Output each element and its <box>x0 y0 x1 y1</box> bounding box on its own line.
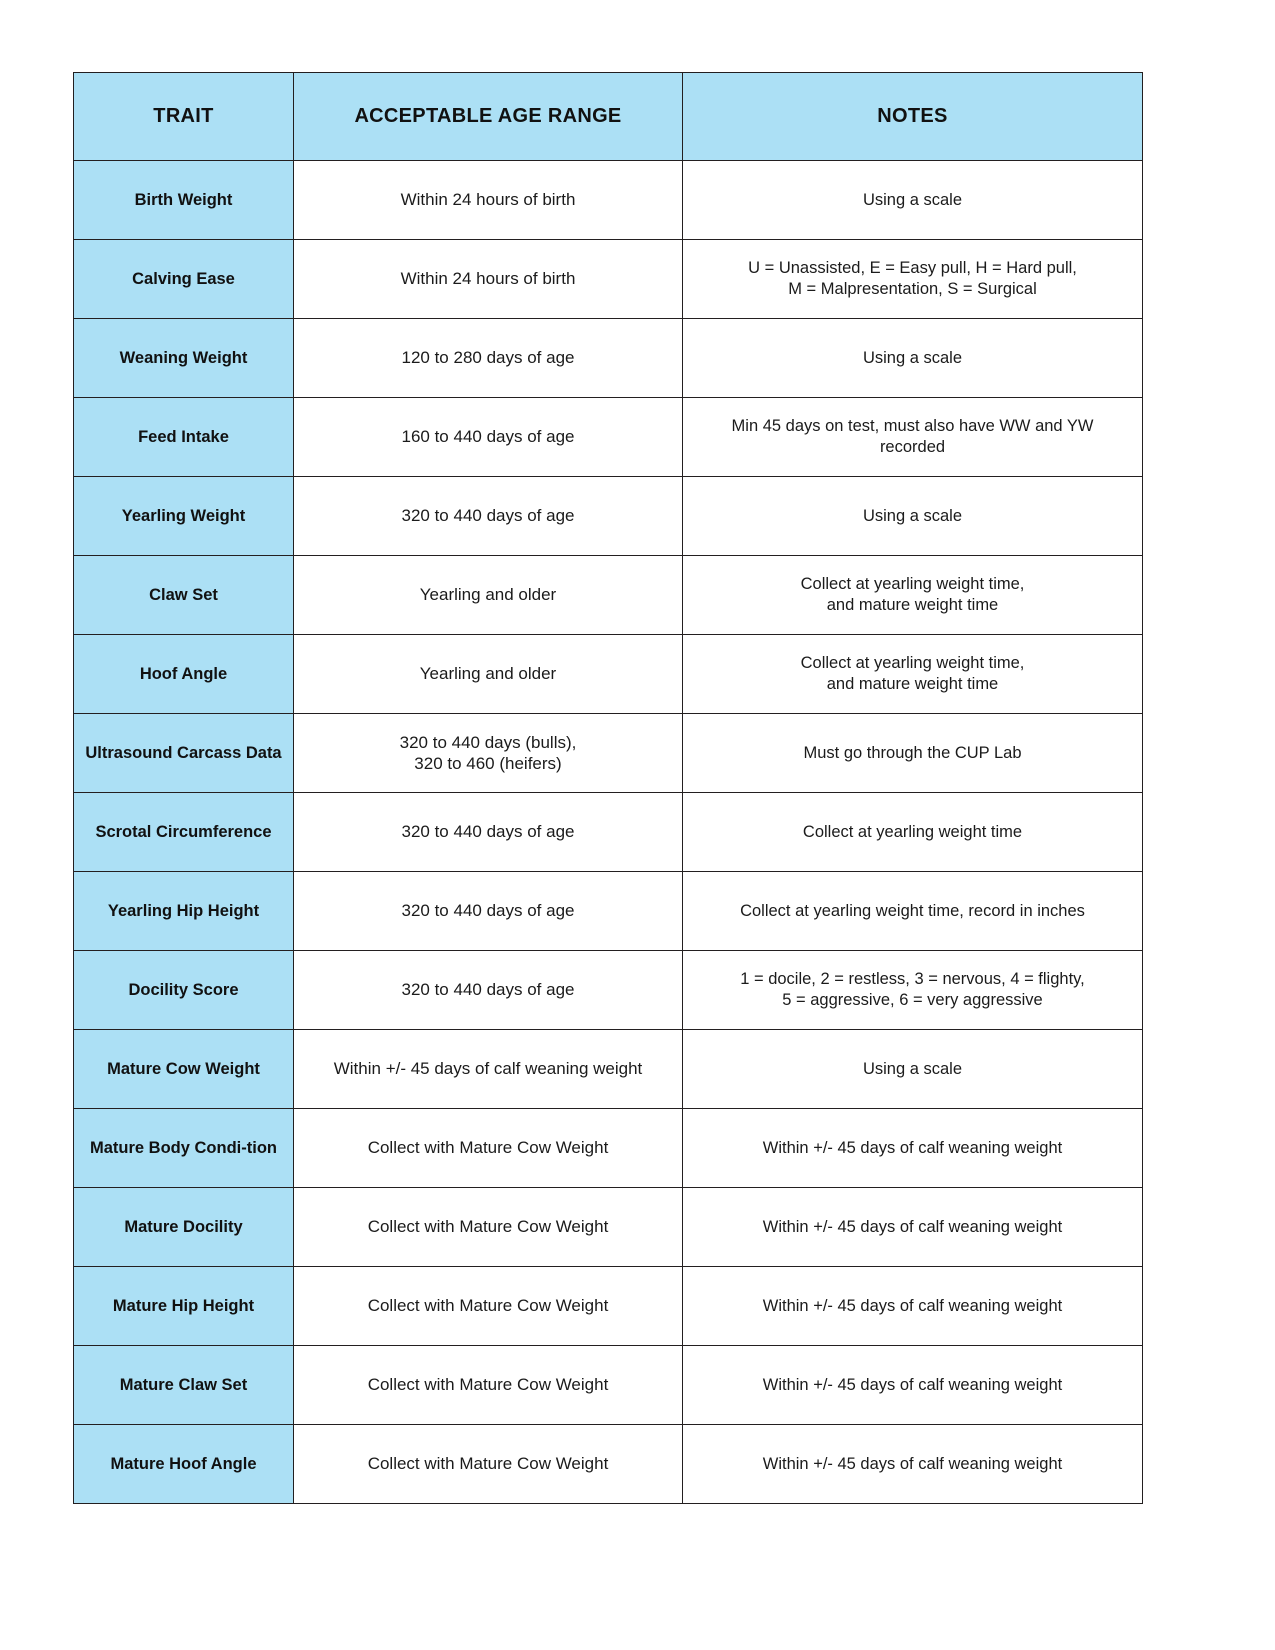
notes-line-1: Using a scale <box>862 348 963 367</box>
age-range-line-1: Collect with Mature Cow Weight <box>367 1296 609 1316</box>
trait-name-cell: Birth Weight <box>74 161 294 240</box>
trait-name-cell: Claw Set <box>74 556 294 635</box>
table-row <box>74 1188 1143 1267</box>
trait-name-cell: Weaning Weight <box>74 319 294 398</box>
table-row <box>74 1267 1143 1346</box>
acceptable-age-range-cell <box>294 951 683 1030</box>
age-range-line-1: 320 to 440 days of age <box>401 822 575 842</box>
age-range-line-1: 120 to 280 days of age <box>401 348 575 368</box>
notes-line-1: Collect at yearling weight time <box>802 822 1023 841</box>
column-header-trait: TRAIT <box>74 73 294 161</box>
notes-line-1: Within +/- 45 days of calf weaning weight <box>762 1138 1063 1157</box>
acceptable-age-range-cell <box>294 398 683 477</box>
acceptable-age-range-cell <box>294 1425 683 1504</box>
notes-line-1: Min 45 days on test, must also have WW and YW <box>731 417 1094 436</box>
acceptable-age-range-cell <box>294 872 683 951</box>
table-body <box>74 161 1143 1504</box>
trait-guidelines-table <box>73 72 1143 1504</box>
acceptable-age-range-cell <box>294 240 683 319</box>
notes-cell <box>683 1188 1143 1267</box>
notes-line-2: 5 = aggressive, 6 = very aggressive <box>782 991 1043 1009</box>
age-range-line-1: Yearling and older <box>419 585 557 605</box>
notes-line-1: Within +/- 45 days of calf weaning weight <box>762 1375 1063 1394</box>
acceptable-age-range-cell <box>294 635 683 714</box>
age-range-line-1: Within 24 hours of birth <box>400 190 576 210</box>
table-row <box>74 398 1143 477</box>
notes-line-2: M = Malpresentation, S = Surgical <box>788 280 1037 298</box>
trait-name-cell: Hoof Angle <box>74 635 294 714</box>
table-row <box>74 240 1143 319</box>
notes-line-1: Using a scale <box>862 506 963 525</box>
notes-cell <box>683 1425 1143 1504</box>
acceptable-age-range-cell <box>294 1188 683 1267</box>
age-range-line-1: Within 24 hours of birth <box>400 269 576 289</box>
notes-line-1: Collect at yearling weight time, <box>800 654 1025 673</box>
notes-cell <box>683 872 1143 951</box>
notes-line-2: recorded <box>879 438 946 456</box>
table-row <box>74 161 1143 240</box>
table-row <box>74 556 1143 635</box>
notes-line-1: Using a scale <box>862 190 963 209</box>
notes-line-2: and mature weight time <box>826 596 999 614</box>
age-range-line-1: Collect with Mature Cow Weight <box>367 1375 609 1395</box>
age-range-line-1: 320 to 440 days (bulls), <box>399 732 577 752</box>
table-row <box>74 1425 1143 1504</box>
trait-name-cell: Mature Hip Height <box>74 1267 294 1346</box>
age-range-line-1: Within +/- 45 days of calf weaning weight <box>333 1059 643 1079</box>
trait-name-cell: Mature Claw Set <box>74 1346 294 1425</box>
notes-cell <box>683 319 1143 398</box>
trait-name-cell: Mature Cow Weight <box>74 1030 294 1109</box>
notes-line-1: Using a scale <box>862 1059 963 1078</box>
trait-name-cell: Yearling Weight <box>74 477 294 556</box>
notes-line-2: and mature weight time <box>826 675 999 693</box>
trait-name-cell: Calving Ease <box>74 240 294 319</box>
acceptable-age-range-cell <box>294 1267 683 1346</box>
trait-name-cell: Scrotal Circumference <box>74 793 294 872</box>
table-row <box>74 1030 1143 1109</box>
table-row <box>74 793 1143 872</box>
trait-name-cell: Mature Hoof Angle <box>74 1425 294 1504</box>
age-range-line-1: 320 to 440 days of age <box>401 901 575 921</box>
acceptable-age-range-cell <box>294 1109 683 1188</box>
acceptable-age-range-cell <box>294 319 683 398</box>
notes-line-1: Within +/- 45 days of calf weaning weight <box>762 1296 1063 1315</box>
notes-cell <box>683 714 1143 793</box>
notes-cell <box>683 1030 1143 1109</box>
trait-name-cell: Docility Score <box>74 951 294 1030</box>
table-row <box>74 477 1143 556</box>
notes-cell <box>683 477 1143 556</box>
age-range-line-1: 320 to 440 days of age <box>401 506 575 526</box>
trait-name-cell: Feed Intake <box>74 398 294 477</box>
trait-name-cell: Mature Body Condi-tion <box>74 1109 294 1188</box>
notes-line-1: 1 = docile, 2 = restless, 3 = nervous, 4 = flighty, <box>740 970 1085 989</box>
notes-line-1: U = Unassisted, E = Easy pull, H = Hard pull, <box>748 259 1077 278</box>
table-row <box>74 951 1143 1030</box>
notes-line-1: Within +/- 45 days of calf weaning weight <box>762 1217 1063 1236</box>
table-row <box>74 319 1143 398</box>
age-range-line-1: 160 to 440 days of age <box>401 427 575 447</box>
notes-line-1: Collect at yearling weight time, <box>800 575 1025 594</box>
trait-name-cell: Ultrasound Carcass Data <box>74 714 294 793</box>
table-header <box>74 73 1143 161</box>
acceptable-age-range-cell <box>294 1346 683 1425</box>
age-range-line-2: 320 to 460 (heifers) <box>414 754 562 773</box>
table-row <box>74 714 1143 793</box>
acceptable-age-range-cell <box>294 161 683 240</box>
table-row <box>74 1109 1143 1188</box>
notes-cell <box>683 161 1143 240</box>
table-row <box>74 635 1143 714</box>
acceptable-age-range-cell <box>294 477 683 556</box>
notes-cell <box>683 951 1143 1030</box>
header-row <box>74 73 1143 161</box>
acceptable-age-range-cell <box>294 556 683 635</box>
age-range-line-1: Collect with Mature Cow Weight <box>367 1138 609 1158</box>
notes-line-1: Must go through the CUP Lab <box>803 743 1022 762</box>
acceptable-age-range-cell <box>294 714 683 793</box>
notes-cell <box>683 1109 1143 1188</box>
trait-name-cell: Yearling Hip Height <box>74 872 294 951</box>
acceptable-age-range-cell <box>294 793 683 872</box>
notes-cell <box>683 556 1143 635</box>
column-header-acceptable-age-range: ACCEPTABLE AGE RANGE <box>294 73 683 161</box>
column-header-notes: NOTES <box>683 73 1143 161</box>
acceptable-age-range-cell <box>294 1030 683 1109</box>
notes-cell <box>683 1267 1143 1346</box>
notes-line-1: Collect at yearling weight time, record in inches <box>740 901 1085 920</box>
age-range-line-1: 320 to 440 days of age <box>401 980 575 1000</box>
notes-cell <box>683 398 1143 477</box>
trait-name-cell: Mature Docility <box>74 1188 294 1267</box>
notes-cell <box>683 635 1143 714</box>
table-row <box>74 1346 1143 1425</box>
notes-cell <box>683 240 1143 319</box>
notes-cell <box>683 793 1143 872</box>
notes-line-1: Within +/- 45 days of calf weaning weight <box>762 1454 1063 1473</box>
table-row <box>74 872 1143 951</box>
notes-cell <box>683 1346 1143 1425</box>
age-range-line-1: Yearling and older <box>419 664 557 684</box>
age-range-line-1: Collect with Mature Cow Weight <box>367 1454 609 1474</box>
age-range-line-1: Collect with Mature Cow Weight <box>367 1217 609 1237</box>
